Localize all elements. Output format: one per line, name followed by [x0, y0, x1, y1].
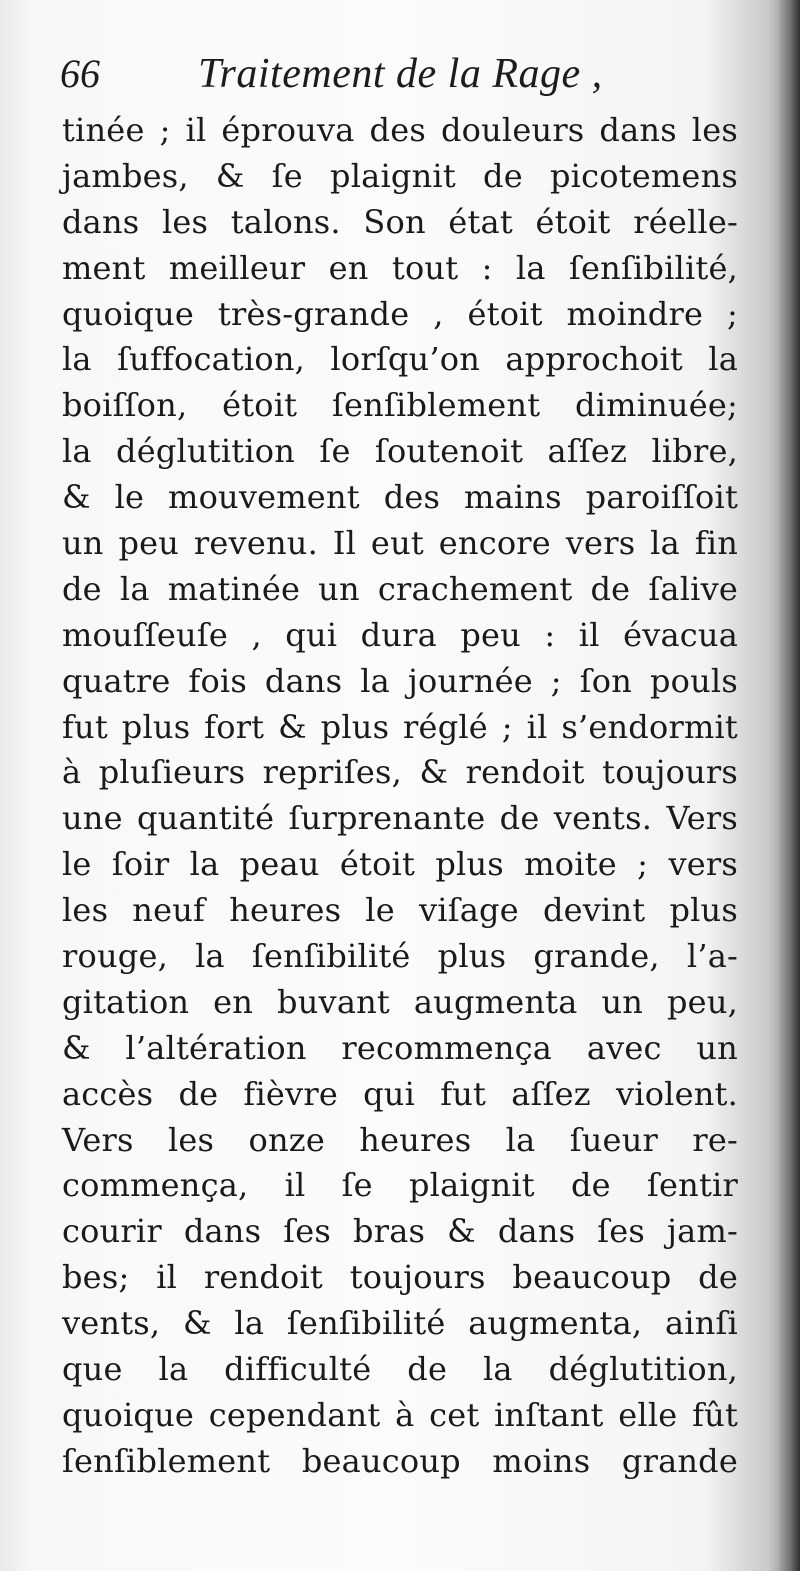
text-line: fut plus fort & plus réglé ; il s’endormit: [62, 707, 738, 746]
text-line: tinée ; il éprouva des douleurs dans les: [62, 111, 738, 149]
text-line: gitation en buvant augmenta un peu,: [62, 982, 738, 1021]
text-line: dans les talons. Son état étoit réelle-: [62, 202, 738, 241]
text-line: ſenſiblement beaucoup moins grande: [62, 1441, 738, 1480]
text-line: quatre fois dans la journée ; ſon pouls: [62, 661, 738, 700]
text-line: courir dans ſes bras & dans ſes jam-: [62, 1212, 738, 1251]
text-line: un peu revenu. Il eut encore vers la fin: [62, 524, 738, 563]
text-line: commença, il ſe plaignit de ſentir: [62, 1166, 738, 1205]
text-line: la ſuffocation, lorſqu’on approchoit la: [62, 340, 738, 379]
text-line: jambes, & ſe plaignit de picotemens: [62, 156, 738, 195]
text-line: le ſoir la peau étoit plus moite ; vers: [62, 845, 738, 884]
body-text: [62, 108, 738, 1485]
text-line: quoique très-grande , étoit moindre ;: [62, 294, 738, 333]
text-line: que la difficulté de la déglutition,: [62, 1350, 738, 1389]
text-line: ment meilleur en tout : la ſenſibilité,: [62, 248, 738, 287]
page-number: 66: [60, 51, 100, 96]
page-header: [60, 44, 740, 104]
text-line: Vers les onze heures la ſueur re-: [62, 1120, 738, 1159]
text-line: les neuf heures le viſage devint plus: [62, 891, 738, 930]
text-line: vents, & la ſenſibilité augmenta, ainſi: [62, 1304, 738, 1343]
text-line: à pluſieurs repriſes, & rendoit toujours: [62, 753, 738, 792]
page-edge-shadow: [778, 0, 800, 1571]
running-title: Traitement de la Rage ,: [198, 51, 603, 97]
text-line: la déglutition ſe ſoutenoit aſſez libre,: [62, 432, 738, 471]
text-line: & le mouvement des mains paroiſſoit: [62, 478, 738, 517]
text-line: de la matinée un crachement de ſalive: [62, 569, 738, 608]
text-line: bes; il rendoit toujours beaucoup de: [62, 1258, 738, 1297]
text-line: quoique cependant à cet inſtant elle fût: [62, 1395, 738, 1434]
text-line: accès de fièvre qui fut aſſez violent.: [62, 1074, 738, 1113]
text-line: mouſſeuſe , qui dura peu : il évacua: [62, 615, 738, 654]
text-line: une quantité ſurprenante de vents. Vers: [62, 799, 738, 838]
text-line: rouge, la ſenſibilité plus grande, l’a-: [62, 937, 738, 976]
text-line: boiſſon, étoit ſenſiblement diminuée;: [62, 386, 738, 425]
text-line: & l’altération recommença avec un: [62, 1028, 738, 1067]
